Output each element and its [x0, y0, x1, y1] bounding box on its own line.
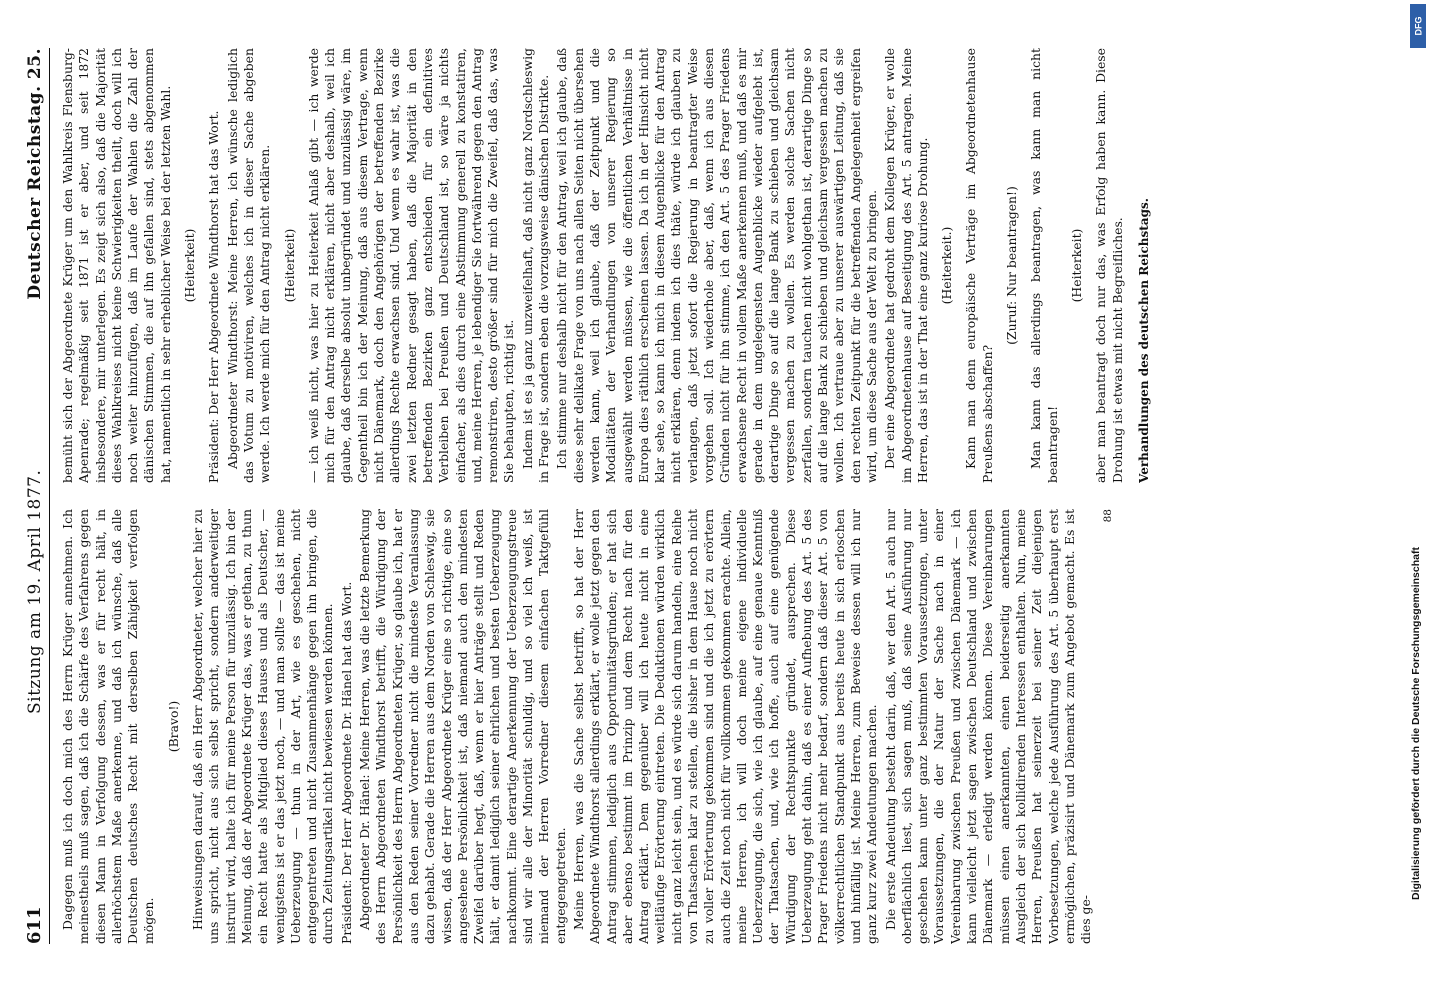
paragraph: Die erste Andeutung besteht darin, daß, wer den Art. 5 auch nur oberflächlich liest, sich sagen muß, daß seine Ausführung nur geschehen kann unter ganz bestimmten Voraussetzungen, unter Voraussetzungen, die der Natur der Sache nach in einer Vereinbarung zwischen Preußen und zwischen Dänemark — ich kann vielleicht jetzt sagen zwischen Deutschland und zwischen Dänemark — erledigt werden können. Diese Vereinbarungen müssen einen anerkannten, einen beiderseitig anerkannten Ausgleich der sich kollidirenden Interessen enthalten. Nun, meine Herren, Preußen hat seinerzeit bei seiner Zeit diejenigen Vorbesetzungen, welche jede Ausführung des Art. 5 überhaupt erst ermöglichen, präzisirt und Dänemark zum Angebot gemacht. Es ist dies ge-: [882, 509, 1094, 944]
paragraph: Präsident: Der Herr Abgeordnete Windthorst hat das Wort.: [206, 110, 222, 483]
column-right: [60, 48, 1350, 483]
credit-text: Digitalisierung gefördert durch die Deutsche Forschungsgemeinschaft: [1410, 547, 1422, 900]
page-number: 611: [24, 906, 45, 944]
publication-title: Deutscher Reichstag. 25.: [25, 48, 45, 300]
paragraph: Meine Herren, was die Sache selbst betrifft, so hat der Herr Abgeordnete Windthorst allerdings erklärt, er wolle jetzt gegen den Antrag stimmen, lediglich aus Opportunitätsgründen; er hat sich aber ebenso bestimmt im Prinzip und dem Recht nach für den Antrag erklärt. Dem gegenüber will ich heute nicht in eine weitläufige Erörterung eintreten. Die Deduktionen würden wirklich nicht ganz leicht sein, und es würde sich darum handeln, eine Reihe von Thatsachen klar zu stellen, die bisher in dem Hause noch nicht zu voller Erörterung gekommen sind und die ich jetzt zu erörtern auch die Zeit noch nicht für vollkommen gekommen erachte. Allein, meine Herren, ich will doch meine eigene individuelle Ueberzeugung, die sich, wie ich glaube, auf eine genaue Kenntniß der Thatsachen, und, wie ich hoffe, auch auf eine genügende Würdigung der Rechtspunkte gründet, ausprechen. Diese Ueberzeugung geht dahin, daß es einer Aufhebung des Art. 5 des Prager Friedens nicht mehr bedarf, sondern daß dieser Art. 5 von völkerrechtlichen Standpunkt aus bereits heute in sich erloschen und hinfällig ist. Meine Herren, zum Beweise dessen will ich nur ganz kurz zwei Andeutungen machen.: [570, 509, 880, 944]
paragraph: Ich stimme nur deshalb nicht für den Antrag, weil ich glaube, daß diese sehr delikate Frage von uns nach allen Seiten nicht übersehen werden kann, weil ich glaube, daß der Zeitpunkt und die Modalitäten der Verhandlungen von unserer Regierung so ausgewählt werden müssen, wie die öffentlichen Verhältnisse in Europa dies räthlich erscheinen lassen. Da ich in der Hinsicht nicht klar sehe, so kann ich mich in diesem Augenblicke für den Antrag nicht erklären, denn indem ich dies thäte, würde ich glauben zu verlangen, daß jetzt sofort die Regierung in beantragter Weise vorgehen soll. Ich wiederhole aber, daß, wenn ich aus diesen Gründen nicht für ihn stimme, ich den Art. 5 des Prager Friedens erwachsene Recht in vollem Maße anerkennen muß, und daß es mir gerade in dem ungelegensten Augenblicke wieder aufgelebt ist, derartige Dinge so auf die lange Bank zu schieben und gleichsam vergessen machen zu wollen. Es werden solche Sachen nicht zerfallen, sondern tauchen nicht wohlgethan ist, derartige Dinge so auf die lange Bank zu schieben und gleichsam vergessen machen zu wollen. Ich vertraue aber zu unserer auswärtigen Leitung, daß sie den rechten Zeitpunkt für die betreffenden Angelegenheit ergreifen wird, um diese Sache aus der Welt zu bringen.: [554, 48, 879, 483]
paragraph: aber man beantragt doch nur das, was Erfolg haben kann. Diese Drohung ist etwas mit nicht Begreifliches.: [1093, 48, 1125, 483]
paragraph: (Heiterkeit): [182, 228, 198, 303]
paragraph: (Heiterkeit): [281, 228, 297, 303]
paragraph: (Zuruf: Nur beantragen!): [1004, 186, 1020, 345]
text-columns: [60, 48, 1350, 944]
paragraph: Abgeordneter Dr. Hänel: Meine Herren, was die letzte Bemerkung des Herrn Abgeordneten Windthorst betrifft, die Würdigung der Persönlichkeit des Herrn Abgeordneten Krüger, so glaube ich, hat er aus den Reden seiner Vorredner nicht die mindeste Veranlassung dazu gehabt. Gerade die Herren aus dem Norden von Schleswig, sie wissen, daß der Herr Abgeordnete Krüger eine so richtige, eine so angesehene Persönlichkeit ist, daß niemand auch den mindesten Zweifel darüber hegt, daß, wenn er hier Anträge stellt und Reden hält, er damit lediglich seiner ehrlichen und besten Ueberzeugung nachkommt. Eine derartige Anerkennung der Ueberzeugungstreue sind wir alle der Minorität schuldig, und so viel ich weiß, ist niemand der Herren Vorredner diesem einfachen Taktgefühl entgegengetreten.: [357, 509, 568, 944]
paragraph: (Heiterkeit.): [939, 226, 955, 305]
paragraph: (Heiterkeit): [1068, 228, 1084, 303]
paragraph: (Bravo!): [165, 700, 181, 753]
paragraph: bemüht sich der Abgeordnete Krüger um den Wahlkreis Flensburg-Apenrade; regelmäßig seit 1871 ist er aber, und seit 1872 insbesondere, mir unterlegen. Es zeigt sich also, daß die Majorität dieses Wahlkreises nicht keine Schwierigkeiten theilt, doch will ich noch weiter hinzufügen, daß im Laufe der Wahlen die Zahl der dänischen Stimmen, die auf ihn gefallen sind, stets abgenommen hat, namentlich in sehr erheblicher Weise bei der letzten Wahl.: [60, 48, 173, 483]
paragraph: Hinweisungen darauf, daß ein Herr Abgeordneter, welcher hier zu uns spricht, nicht aus sich selbst spricht, sondern anderweitiger instruirt wird, halte ich für meine Person für unzulässig. Ich bin der Meinung, daß der Abgeordnete Krüger das, was er gethan, zu thun ein Recht hatte als Mitglied dieses Hauses und als Deutscher, — wenigstens ist er das jetzt noch, — und man sollte — das ist meine Ueberzeugung — thun in der Art, wie es geschehen, nicht entgegentreten und nicht Zusammenhänge gegen ihn bringen, die durch Zeitungsartikel nicht bewiesen werden können.: [190, 509, 336, 944]
paragraph: Indem ist es ja ganz unzweifelhaft, daß nicht ganz Nordschleswig in Frage ist, sondern eben die vorzugsweise dänischen Distrikte.: [519, 48, 552, 483]
column-left: [60, 509, 1350, 944]
paragraph: Der eine Abgeordnete hat gedroht dem Kollegen Krüger, er wolle im Abgeordnetenhause auf Beseitigung des Art. 5 antragen. Meine Herren, das ist in der That eine ganz kuriose Drohung.: [882, 48, 930, 483]
signature-mark: 88: [1102, 509, 1115, 523]
paragraph: Dagegen muß ich doch mich des Herrn Krüger annehmen. Ich meinestheils muß sagen, daß ich die Schärfe des Verfahrens gegen diesen Mann in Verfolgung dessen, was er für recht hält, in allerhöchstem Maße anerkenne, und daß ich wünsche, daß alle Deutschen deutsches Recht mit derselben Zähigkeit verfolgen mögen.: [60, 509, 157, 944]
paragraph: Abgeordneter Windthorst: Meine Herren, ich wünsche lediglich das Votum zu motiviren, welches ich in dieser Sache abgeben werde. Ich werde mich für den Antrag nicht erklären.: [224, 48, 273, 483]
dfg-logo: DFG: [1410, 4, 1426, 48]
paragraph: — ich weiß nicht, was hier zu Heiterkeit Anlaß gibt — ich werde mich für den Antrag nicht erklären, nicht aber deshalb, weil ich glaube, daß derselbe absolut unbegründet und unzulässig wäre, im Gegentheil bin ich der Meinung, daß aus diesem Vertrage, wenn nicht Dänemark, doch den Angehörigen der betreffenden Bezirke allerdings Rechte erwachsen sind. Und wenn es wahr ist, was die zwei letzten Redner gesagt haben, daß die Majorität in den betreffenden Bezirken ganz entschieden für ein definitives Verbleiben bei Preußen und Deutschland ist, so wäre ja nichts einfacher, als dies durch eine Abstimmung generell zu konstatiren, und, meine Herren, je lebendiger Sie fortwährend gegen den Antrag remonstriren, desto größer sind für mich die Zweifel, daß das, was Sie behaupten, richtig ist.: [305, 48, 517, 483]
paragraph: Man kann das allerdings beantragen, was kann man nicht beantragen!: [1028, 48, 1060, 483]
paragraph: Präsident: Der Herr Abgeordnete Dr. Hänel hat das Wort.: [338, 581, 354, 944]
digitisation-credit: [1408, 0, 1426, 1000]
footer-note: Verhandlungen des deutschen Reichstags.: [1136, 198, 1151, 483]
paragraph: Kann man denn europäische Verträge im Abgeordnetenhause Preußens abschaffen?: [963, 48, 995, 483]
session-date: Sitzung am 19. April 1877.: [25, 469, 45, 714]
page-header: [24, 48, 50, 944]
